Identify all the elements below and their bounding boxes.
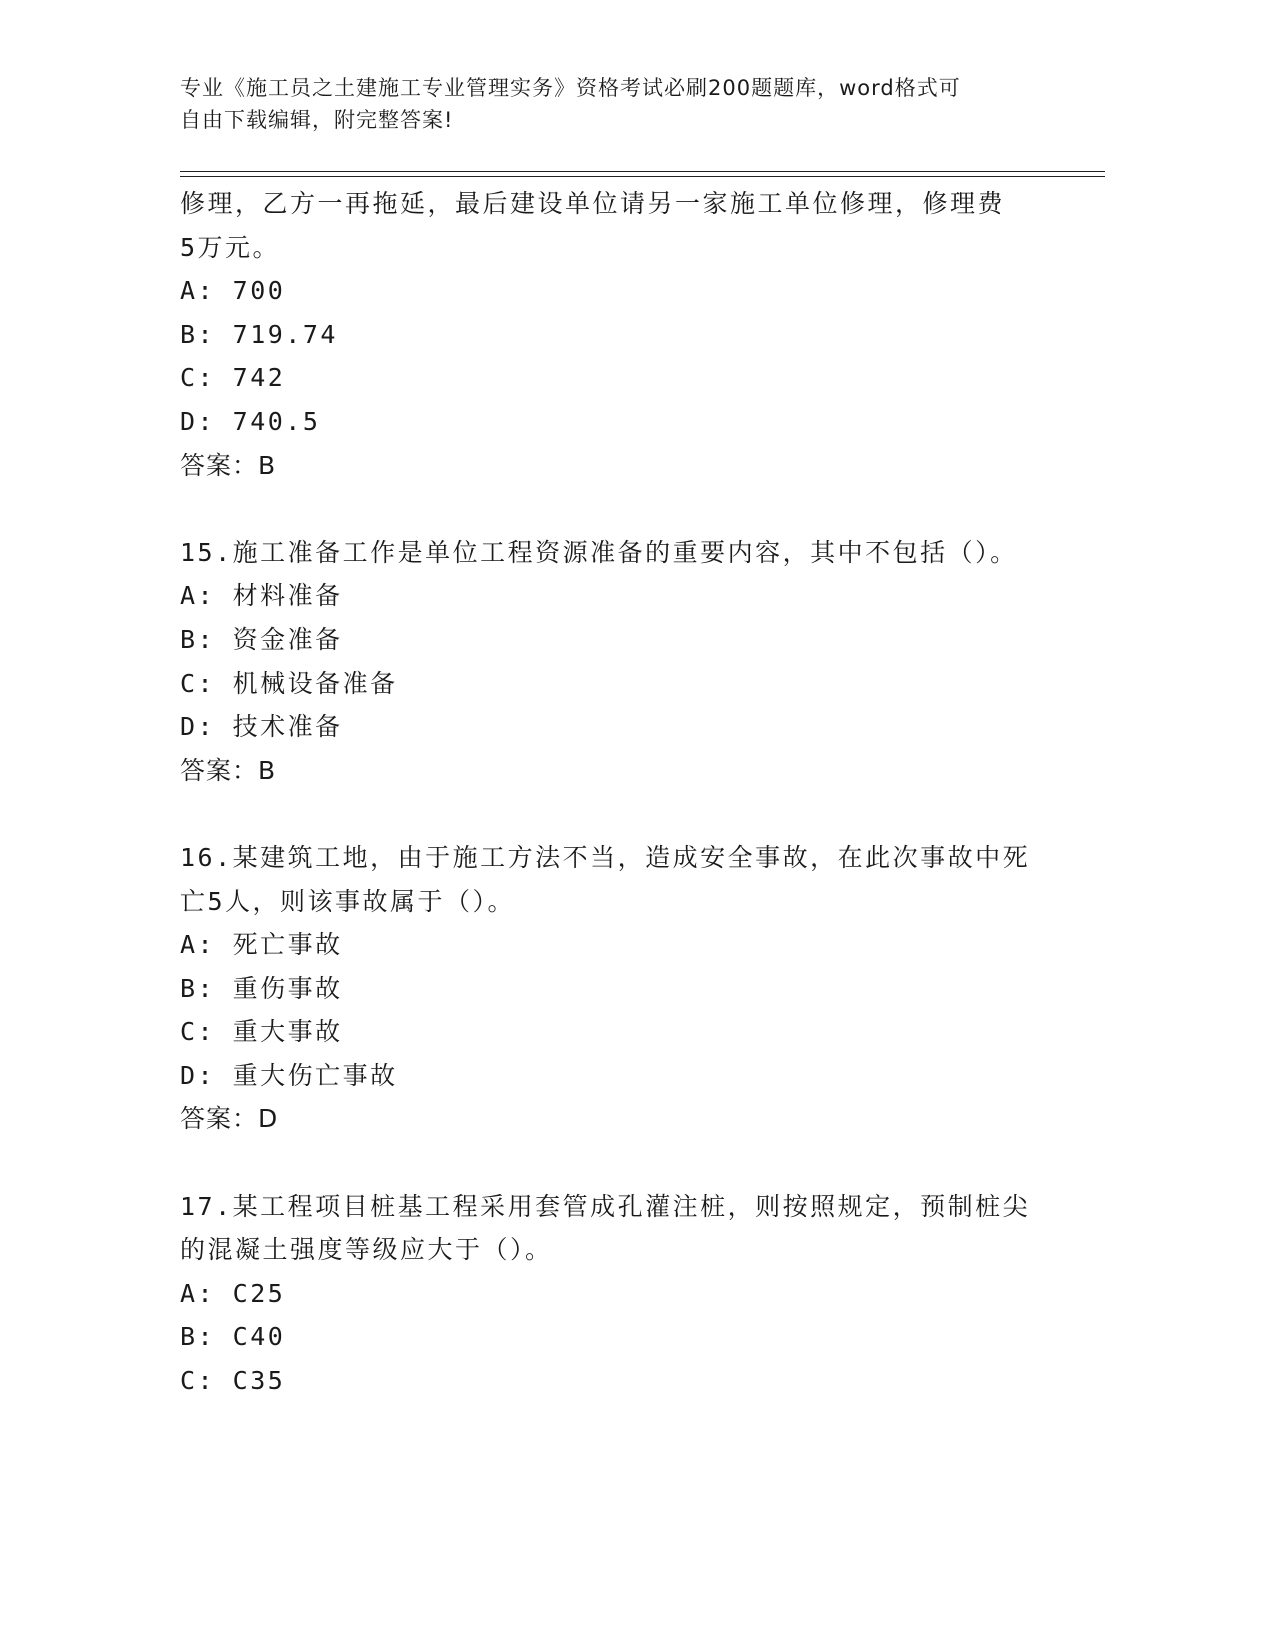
option-a: A: 死亡事故 — [180, 930, 343, 960]
question-text-line: 17.某工程项目桩基工程采用套管成孔灌注桩，则按照规定，预制桩尖 — [180, 1191, 1031, 1221]
option-d: D: 技术准备 — [180, 712, 343, 742]
question-content — [180, 182, 1080, 1403]
option-b: B: 719.74 — [180, 319, 338, 349]
option-d: D: 重大伤亡事故 — [180, 1060, 398, 1090]
spacer — [180, 792, 1080, 836]
answer-line: 答案：D — [180, 1104, 279, 1134]
question-text-line: 16.某建筑工地，由于施工方法不当，造成安全事故，在此次事故中死 — [180, 842, 1031, 872]
header-title-line-1: 专业《施工员之土建施工专业管理实务》资格考试必刷200题题库，word格式可 — [180, 76, 961, 100]
spacer — [180, 487, 1080, 531]
question-17 — [180, 1185, 1080, 1403]
option-b: B: C40 — [180, 1322, 286, 1352]
question-text-line: 15.施工准备工作是单位工程资源准备的重要内容，其中不包括（）。 — [180, 537, 1018, 567]
document-header — [180, 72, 1060, 136]
option-c: C: 重大事故 — [180, 1017, 343, 1047]
spacer — [180, 1141, 1080, 1185]
question-text-line: 的混凝土强度等级应大于（）。 — [180, 1235, 553, 1265]
option-c: C: 机械设备准备 — [180, 668, 398, 698]
answer-line: 答案：B — [180, 755, 277, 785]
option-b: B: 资金准备 — [180, 624, 343, 654]
question-text-line: 亡5人，则该事故属于（）。 — [180, 886, 516, 916]
answer-line: 答案：B — [180, 450, 277, 480]
option-a: A: 材料准备 — [180, 581, 343, 611]
option-c: C: C35 — [180, 1366, 286, 1396]
header-rule-top — [180, 171, 1105, 172]
question-15 — [180, 531, 1080, 793]
option-c: C: 742 — [180, 363, 286, 393]
header-rule-bottom — [180, 176, 1105, 177]
option-b: B: 重伤事故 — [180, 973, 343, 1003]
option-a: A: 700 — [180, 276, 286, 306]
question-text-line: 修理，乙方一再拖延，最后建设单位请另一家施工单位修理，修理费 — [180, 189, 1006, 218]
question-16 — [180, 836, 1080, 1141]
continued-question — [180, 182, 1080, 487]
option-d: D: 740.5 — [180, 406, 321, 436]
header-title-line-2: 自由下载编辑，附完整答案! — [180, 108, 454, 132]
question-text-line: 5万元。 — [180, 232, 281, 262]
option-a: A: C25 — [180, 1278, 286, 1308]
